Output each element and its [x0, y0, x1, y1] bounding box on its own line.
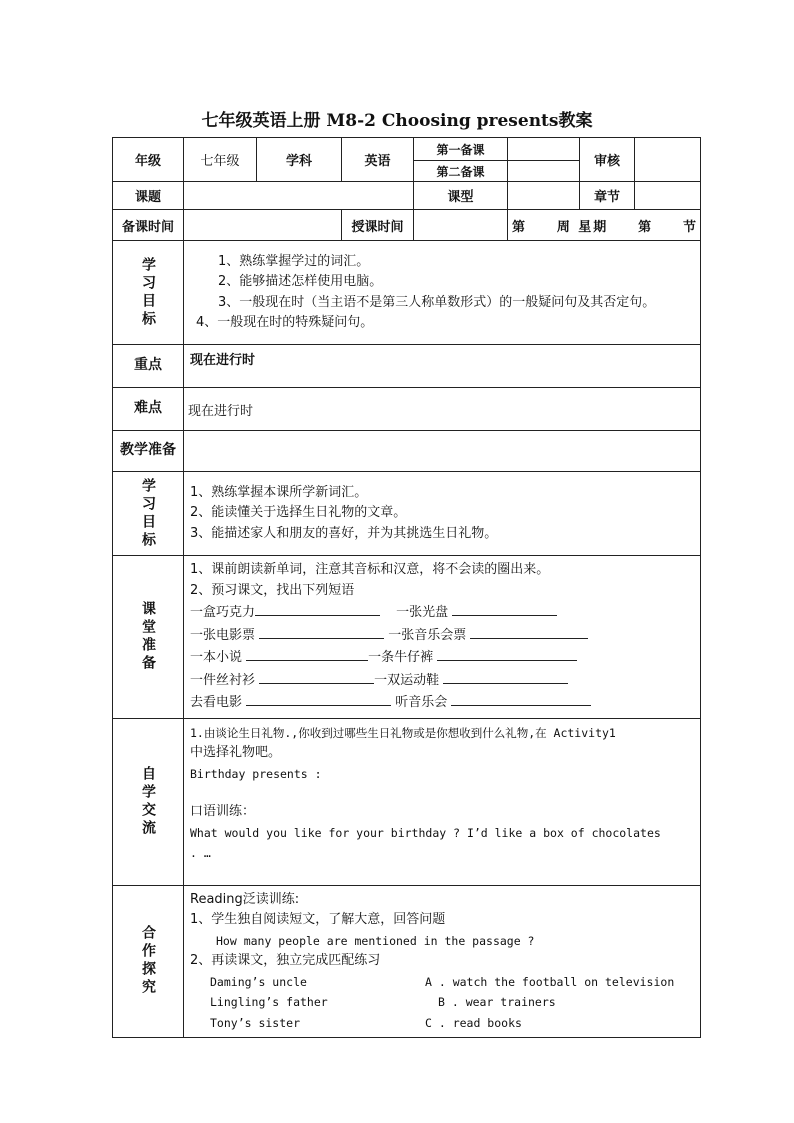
- first-prep-label: 第一备课: [414, 138, 508, 161]
- goals2-content: [184, 472, 701, 556]
- self-study-content: [184, 718, 701, 885]
- answer-blank[interactable]: [470, 624, 588, 639]
- goal-item: 4、一般现在时的特殊疑问句。: [196, 315, 374, 330]
- phrase-label: 一件丝衬衫: [190, 672, 256, 688]
- goal-item: 3、一般现在时（当主语不是第三人称单数形式）的一般疑问句及其否定句。: [218, 294, 656, 310]
- answer-blank[interactable]: [443, 669, 568, 684]
- match-row: [190, 972, 694, 993]
- difficulty-label: 难点: [113, 388, 184, 431]
- goals2-label: 学习目标: [140, 477, 156, 550]
- phrase-label: 去看电影: [190, 695, 243, 710]
- phrase-label: 一张音乐会票: [388, 627, 467, 643]
- goal2-item: 2、能读懂关于选择生日礼物的文章。: [190, 505, 407, 521]
- answer-blank[interactable]: [246, 691, 391, 706]
- grade-label: 年级: [113, 138, 184, 182]
- teach-time-label: 授课时间: [342, 210, 414, 241]
- phrase-label: 一条牛仔裤: [368, 650, 434, 665]
- answer-blank[interactable]: [259, 669, 374, 684]
- review-value[interactable]: [635, 138, 701, 182]
- second-prep-label: 第二备课: [414, 161, 508, 182]
- subject-value: 英语: [342, 138, 414, 182]
- type-value[interactable]: [508, 182, 580, 210]
- answer-blank[interactable]: [255, 601, 380, 616]
- first-prep-value[interactable]: [508, 138, 580, 161]
- self-study-line: 中选择礼物吧。: [190, 745, 282, 760]
- goal2-item: 1、熟练掌握本课所学新词汇。: [190, 484, 368, 500]
- question-line: How many people are mentioned in the passage ?: [216, 933, 535, 948]
- goals-label-cell: [113, 241, 184, 345]
- phrase-label: 一双运动鞋: [374, 672, 440, 688]
- class-prep-label: 课堂准备: [140, 600, 156, 673]
- phrase-row: [190, 624, 694, 647]
- goals-content: [184, 241, 701, 345]
- second-prep-value[interactable]: [508, 161, 580, 182]
- answer-blank[interactable]: [246, 646, 368, 661]
- chapter-value[interactable]: [635, 182, 701, 210]
- class-prep-label-cell: [113, 556, 184, 719]
- match-activity: A . watch the football on television: [425, 974, 675, 989]
- phrase-row: [190, 669, 694, 692]
- phrase-label: 一张电影票: [190, 627, 256, 643]
- self-study-line: Birthday presents :: [190, 766, 322, 781]
- key-point-label: 重点: [113, 345, 184, 388]
- match-person: Daming’s uncle: [210, 974, 307, 989]
- goals-label: 学习目标: [140, 256, 156, 329]
- answer-blank[interactable]: [259, 624, 384, 639]
- answer-blank[interactable]: [451, 691, 591, 706]
- match-row: [190, 1013, 694, 1034]
- goal-item: 1、熟练掌握学过的词汇。: [218, 253, 370, 269]
- prep-time-value[interactable]: [184, 210, 342, 241]
- goal-item: 2、能够描述怎样使用电脑。: [218, 274, 383, 289]
- key-point-value: 现在进行时: [184, 345, 701, 388]
- phrase-label: 一本小说: [190, 650, 243, 665]
- phrase-label: 一张光盘: [396, 605, 449, 620]
- class-prep-content: [184, 556, 701, 719]
- reading-heading: Reading泛读训练:: [190, 891, 300, 907]
- chapter-label: 章节: [580, 182, 635, 210]
- answer-blank[interactable]: [452, 601, 557, 616]
- prep-value[interactable]: [184, 431, 701, 472]
- class-prep-line: 2、预习课文，找出下列短语: [190, 582, 355, 598]
- match-row: [190, 992, 694, 1013]
- phrase-row: [190, 601, 694, 624]
- lesson-plan-table: [112, 137, 701, 1038]
- self-study-label: 自学交流: [140, 765, 156, 838]
- phrase-label: 听音乐会: [395, 695, 448, 710]
- task-line: 1、学生独自阅读短文，了解大意，回答问题: [190, 912, 446, 927]
- dialog-line: . …: [190, 846, 211, 860]
- goal2-item: 3、能描述家人和朋友的喜好，并为其挑选生日礼物。: [190, 525, 498, 541]
- task-line: 2、再读课文，独立完成匹配练习: [190, 953, 381, 968]
- class-prep-line: 1、课前朗读新单词，注意其音标和汉意，将不会读的圈出来。: [190, 562, 550, 577]
- dialog-line: What would you like for your birthday ? I’d like a box of chocolates: [190, 825, 661, 840]
- difficulty-value: 现在进行时: [184, 388, 701, 431]
- cooperate-content: [184, 885, 701, 1038]
- phrase-row: [190, 691, 694, 714]
- cooperate-label-cell: [113, 885, 184, 1038]
- prep-label: 教学准备: [113, 431, 184, 472]
- match-person: Tony’s sister: [210, 1015, 301, 1030]
- document-title: 七年级英语上册 M8-2 Choosing presents教案: [201, 111, 593, 131]
- match-person: Lingling’s father: [210, 995, 328, 1009]
- grade-value: 七年级: [184, 138, 257, 182]
- review-label: 审核: [580, 138, 635, 182]
- cooperate-label: 合作探究: [140, 925, 156, 998]
- match-activity: B . wear trainers: [438, 995, 556, 1009]
- answer-blank[interactable]: [437, 646, 577, 661]
- spacer: [190, 784, 694, 802]
- subject-label: 学科: [257, 138, 342, 182]
- teach-time-value[interactable]: [414, 210, 508, 241]
- type-label: 课型: [414, 182, 508, 210]
- phrase-row: [190, 646, 694, 669]
- prep-time-label: 备课时间: [113, 210, 184, 241]
- goals2-label-cell: [113, 472, 184, 556]
- topic-value[interactable]: [184, 182, 414, 210]
- match-activity: C . read books: [425, 1015, 522, 1030]
- topic-label: 课题: [113, 182, 184, 210]
- schedule: 第 周 星期 第 节: [508, 210, 701, 241]
- oral-practice-heading: 口语训练：: [190, 804, 256, 819]
- self-study-label-cell: [113, 718, 184, 885]
- phrase-label: 一盒巧克力: [190, 605, 256, 620]
- self-study-line: 1.由谈论生日礼物.,你收到过哪些生日礼物或是你想收到什么礼物,在 Activity1: [190, 725, 616, 740]
